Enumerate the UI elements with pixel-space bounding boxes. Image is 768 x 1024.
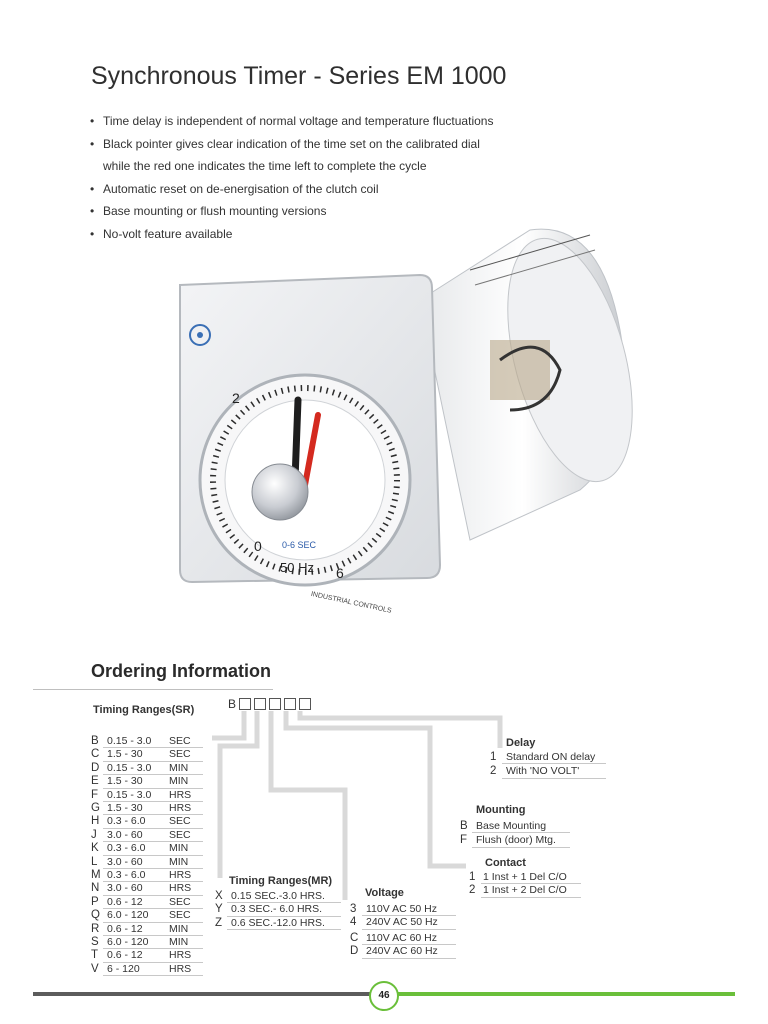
- table-row: T 0.6 - 12 HRS: [91, 949, 203, 962]
- table-row: N 3.0 - 60 HRS: [91, 882, 203, 895]
- table-row: 2 1 Inst + 2 Del C/O: [469, 884, 581, 897]
- footer-rule-right: [398, 992, 735, 996]
- table-row: C 110V AC 60 Hz: [350, 932, 456, 945]
- feature-item: • Time delay is independent of normal voltage and temperature fluctuations: [90, 114, 494, 128]
- page-number: 46: [369, 981, 399, 1011]
- table-row: G 1.5 - 30 HRS: [91, 802, 203, 815]
- contact-heading: Contact: [485, 857, 526, 869]
- table-row: B 0.15 - 3.0 SEC: [91, 735, 203, 748]
- table-row: H 0.3 - 6.0 SEC: [91, 815, 203, 828]
- frequency-label: 50 Hz: [280, 560, 314, 575]
- table-row: J 3.0 - 60 SEC: [91, 829, 203, 842]
- table-row: Z 0.6 SEC.-12.0 HRS.: [215, 917, 341, 930]
- voltage-heading: Voltage: [365, 887, 404, 899]
- table-row: M 0.3 - 6.0 HRS: [91, 869, 203, 882]
- feature-item: • No-volt feature available: [90, 226, 233, 241]
- table-row: Y 0.3 SEC.- 6.0 HRS.: [215, 903, 341, 916]
- table-row: F Flush (door) Mtg.: [460, 834, 570, 847]
- table-row: K 0.3 - 6.0 MIN: [91, 842, 203, 855]
- table-row: X 0.15 SEC.-3.0 HRS.: [215, 890, 341, 903]
- table-row: 4 240V AC 50 Hz: [350, 916, 456, 929]
- brand-label: INDUSTRIAL CONTROLS: [310, 590, 393, 615]
- table-row: 2 With 'NO VOLT': [490, 765, 606, 778]
- code-prefix: B: [228, 697, 237, 711]
- feature-item: • Automatic reset on de-energisation of the clutch coil: [90, 181, 379, 196]
- table-row: 1 Standard ON delay: [490, 751, 606, 764]
- feature-item-continued: while the red one indicates the time left to complete the cycle: [103, 159, 427, 174]
- table-row: P 0.6 - 12 SEC: [91, 896, 203, 909]
- feature-item: • Base mounting or flush mounting versions: [90, 204, 327, 219]
- table-row: F 0.15 - 3.0 HRS: [91, 789, 203, 802]
- table-row: 3 110V AC 50 Hz: [350, 903, 456, 916]
- footer-rule-left: [33, 992, 370, 996]
- table-row: E 1.5 - 30 MIN: [91, 775, 203, 788]
- table-row: V 6 - 120 HRS: [91, 963, 203, 976]
- delay-heading: Delay: [506, 737, 536, 749]
- dial-range-label: 0-6 SEC: [282, 540, 317, 550]
- dial-number: 0: [254, 538, 262, 554]
- dial-number: 6: [336, 565, 344, 581]
- table-row: L 3.0 - 60 MIN: [91, 856, 203, 869]
- table-row: 1 1 Inst + 1 Del C/O: [469, 871, 581, 884]
- table-row: S 6.0 - 120 MIN: [91, 936, 203, 949]
- mr-heading: Timing Ranges(MR): [229, 875, 333, 887]
- mounting-heading: Mounting: [476, 804, 526, 816]
- sr-heading: Timing Ranges(SR): [93, 704, 195, 716]
- table-row: R 0.6 - 12 MIN: [91, 923, 203, 936]
- table-row: C 1.5 - 30 SEC: [91, 748, 203, 761]
- feature-item: • Black pointer gives clear indication of the time set on the calibrated dial: [90, 136, 480, 151]
- ordering-title: Ordering Information: [91, 661, 271, 681]
- page-title: Synchronous Timer - Series EM 1000: [91, 62, 507, 90]
- dial-number: 2: [232, 390, 240, 406]
- table-row: D 240V AC 60 Hz: [350, 945, 456, 958]
- table-row: Q 6.0 - 120 SEC: [91, 909, 203, 922]
- table-row: D 0.15 - 3.0 MIN: [91, 762, 203, 775]
- table-row: B Base Mounting: [460, 820, 570, 833]
